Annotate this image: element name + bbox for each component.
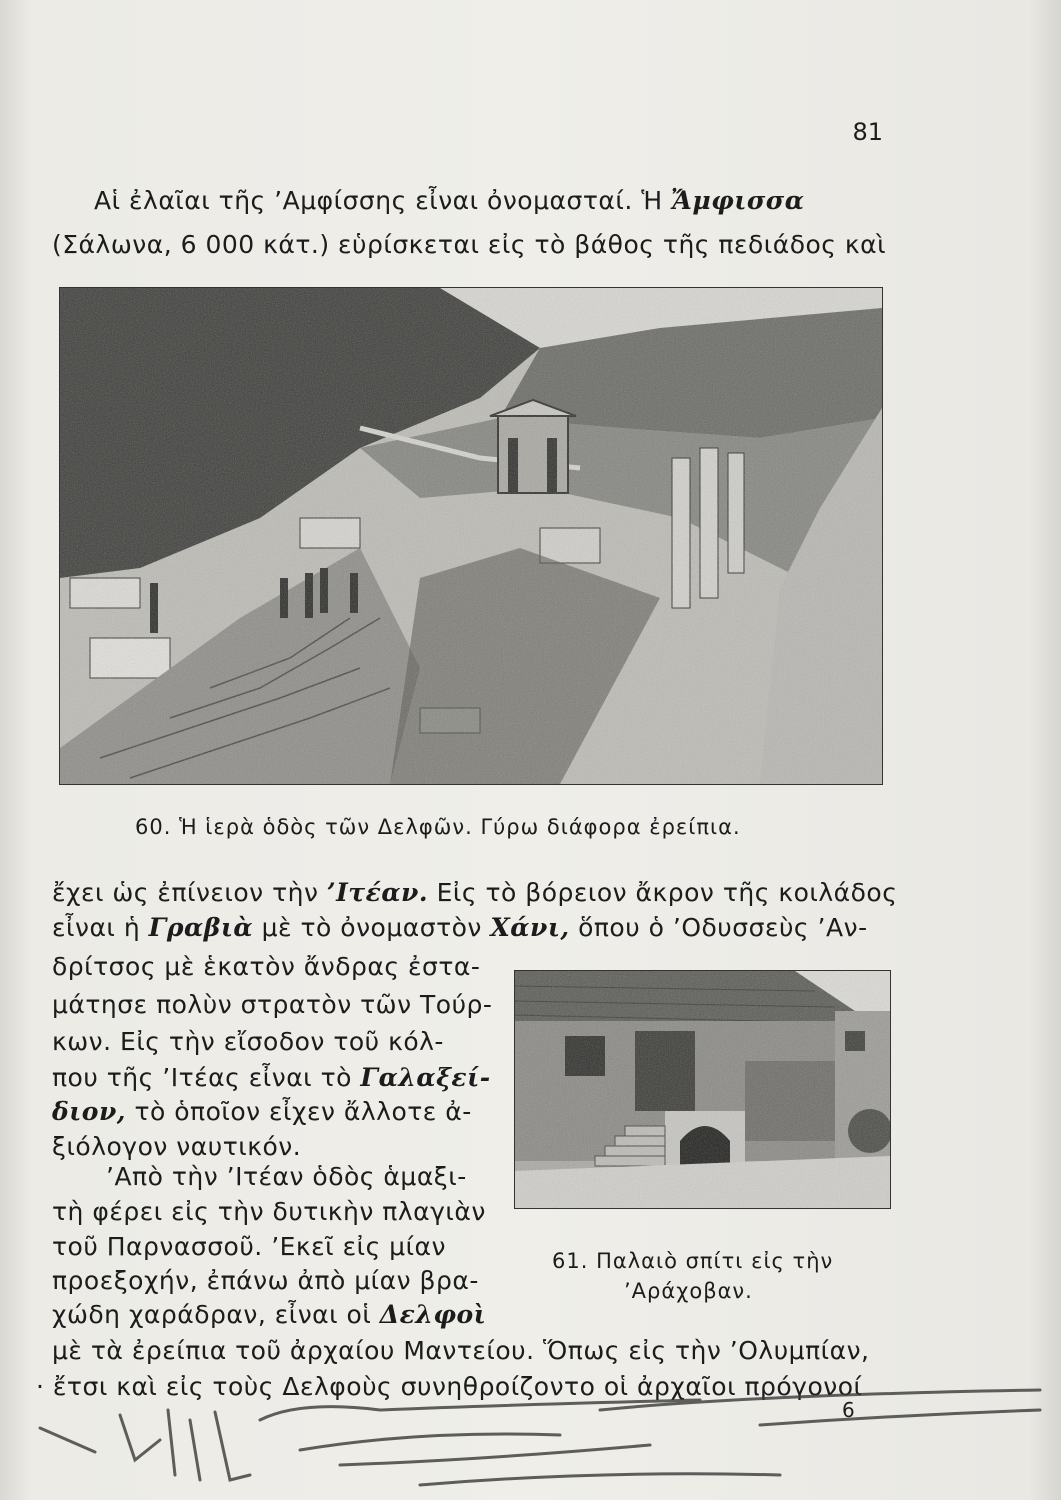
bold-term-galaxeidi: Γαλαξεί- <box>360 1063 491 1092</box>
figure-61-caption-line-2: ’Αράχοβαν. <box>624 1279 753 1303</box>
text-line-3 <box>52 878 897 907</box>
page-number: 81 <box>852 118 883 146</box>
text-line-1 <box>94 186 804 215</box>
text-span: ἔτσι καὶ εἰς τοὺς Δελφοὺς συνηθροίζοντο οἱ ἀρχαῖοι πρόγονοί <box>52 1372 863 1401</box>
bold-term-hani: Χάνι, <box>490 913 570 942</box>
bold-term-gravia: Γραβιὰ <box>148 913 254 942</box>
text-span: Εἰς τὸ βόρειον ἄκρον τῆς κοιλάδος <box>428 878 898 907</box>
text-line-12: τὴ φέρει εἰς τὴν δυτικὴν πλαγιὰν <box>52 1197 486 1226</box>
figure-61-caption-line-1: 61. Παλαιὸ σπίτι εἰς τὴν <box>552 1249 834 1273</box>
delphi-ruins-illustration <box>60 288 882 784</box>
handwritten-pencil-marks <box>0 1380 1061 1500</box>
text-line-13: τοῦ Παρνασσοῦ. ’Εκεῖ εἰς μίαν <box>52 1232 446 1261</box>
text-line-7: κων. Εἰς τὴν εἴσοδον τοῦ κόλ- <box>52 1027 444 1056</box>
signature-number: 6 <box>842 1398 855 1422</box>
text-line-11: ’Απὸ τὴν ’Ιτέαν ὁδὸς ἁμαξι- <box>106 1162 467 1191</box>
figure-60-photo <box>59 287 883 785</box>
text-line-5: δρίτσος μὲ ἑκατὸν ἄνδρας ἐστα- <box>52 952 481 981</box>
text-span: Αἱ ἐλαῖαι τῆς ’Αμφίσσης εἶναι ὀνομασταί. Ἡ <box>94 186 672 215</box>
text-line-10: ξιόλογον ναυτικόν. <box>52 1132 302 1161</box>
figure-60-caption: 60. Ἡ ἱερὰ ὁδὸς τῶν Δελφῶν. Γύρω διάφορα ἐρείπια. <box>135 815 741 839</box>
margin-dot: · <box>36 1372 45 1401</box>
text-span: χώδη χαράδραν, εἶναι οἱ <box>52 1300 380 1329</box>
text-span: εἶναι ἡ <box>52 913 149 942</box>
text-line-14: προεξοχήν, ἐπάνω ἀπὸ μίαν βρα- <box>52 1266 479 1295</box>
bold-term-delfoi: Δελφοὶ <box>379 1300 487 1329</box>
arachova-house-illustration <box>515 971 890 1208</box>
text-span: τὸ ὁποῖον εἶχεν ἄλλοτε ἀ- <box>126 1097 472 1126</box>
text-line-4 <box>52 913 868 942</box>
text-line-6: μάτησε πολὺν στρατὸν τῶν Τούρ- <box>52 990 493 1019</box>
bold-term-galaxeidi-cont: διον, <box>52 1097 126 1126</box>
text-span: ὅπου ὁ ’Οδυσσεὺς ’Αν- <box>569 913 868 942</box>
text-line-15 <box>52 1300 486 1329</box>
text-line-8 <box>52 1063 491 1092</box>
bold-term-amfissa: Ἄμφισσα <box>671 186 805 215</box>
bold-term-itea: ’Ιτέαν. <box>326 878 429 907</box>
figure-61-photo <box>514 970 891 1209</box>
text-line-16: μὲ τὰ ἐρείπια τοῦ ἀρχαίου Μαντείου. Ὅπως εἰς τὴν ’Ολυμπίαν, <box>52 1336 870 1365</box>
text-line-9 <box>52 1097 472 1126</box>
text-line-2: (Σάλωνα, 6 000 κάτ.) εὑρίσκεται εἰς τὸ βάθος τῆς πεδιάδος καὶ <box>52 230 887 259</box>
text-span: ἔχει ὡς ἐπίνειον τὴν <box>52 878 327 907</box>
text-span: που τῆς ’Ιτέας εἶναι τὸ <box>52 1063 361 1092</box>
text-span: μὲ τὸ ὀνομαστὸν <box>253 913 491 942</box>
